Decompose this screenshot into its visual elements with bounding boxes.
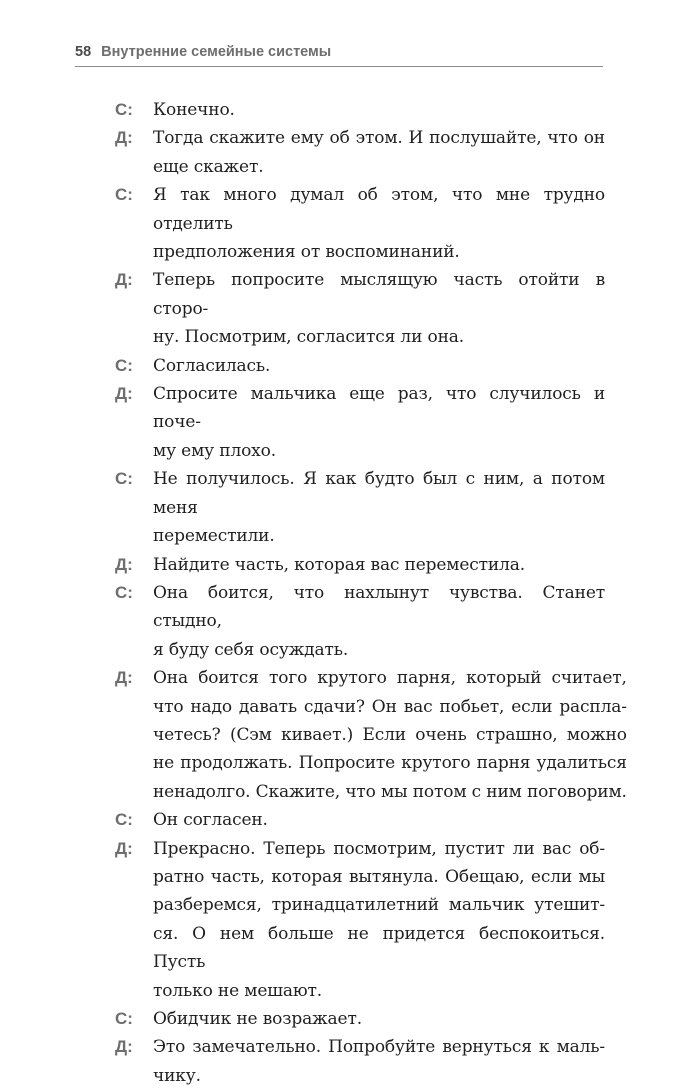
dialogue-entry	[115, 124, 605, 181]
speaker-label: С:	[115, 100, 133, 119]
speaker-label: Д:	[115, 1037, 133, 1057]
text-line: Конечно.	[153, 100, 235, 120]
speaker-label: С:	[115, 355, 133, 375]
speaker-label: Д:	[115, 384, 133, 404]
text-line: не продолжать. Попросите крутого парня удалиться	[153, 753, 627, 774]
text-line: чику.	[153, 1065, 201, 1086]
text-line: Тогда скажите ему об этом. И послушайте, что он	[153, 128, 605, 149]
page-number: 58	[75, 44, 92, 60]
dialogue-entry	[115, 181, 605, 266]
dialogue-body	[115, 96, 627, 1090]
text-line: Не получилось. Я как будто был с ним, а потом меня	[153, 469, 605, 518]
text-line: ратно часть, которая вытянула. Обещаю, если мы	[153, 866, 605, 887]
dialogue-entry	[115, 352, 605, 380]
text-line: предположения от воспоминаний.	[153, 242, 460, 263]
dialogue-entry	[115, 806, 605, 834]
dialogue-entry	[115, 380, 605, 465]
speaker-label: С:	[115, 1009, 133, 1028]
text-line: ненадолго. Скажите, что мы потом с ним поговорим.	[153, 781, 627, 802]
dialogue-entry	[115, 579, 605, 664]
utterance	[153, 352, 605, 380]
text-line: Спросите мальчика еще раз, что случилось и поче-	[153, 384, 605, 433]
dialogue-entry	[115, 96, 605, 124]
text-line: Она боится того крутого парня, который считает,	[153, 668, 627, 689]
text-line: разберемся, тринадцатилетний мальчик утешит-	[153, 895, 605, 916]
text-line: му ему плохо.	[153, 440, 276, 461]
speaker-label: Д:	[115, 270, 133, 290]
text-line: четесь? (Сэм кивает.) Если очень страшно, можно	[153, 724, 627, 745]
utterance	[153, 579, 605, 664]
text-line: Теперь попросите мыслящую часть отойти в сторо-	[153, 270, 605, 319]
speaker-label: Д:	[115, 838, 133, 858]
text-line: Найдите часть, которая вас переместила.	[153, 554, 525, 575]
text-line: Я так много думал об этом, что мне трудно отделить	[153, 185, 605, 234]
text-line: Она боится, что нахлынут чувства. Станет стыдно,	[153, 582, 605, 632]
utterance	[153, 1005, 605, 1033]
speaker-label: Д:	[115, 668, 133, 688]
speaker-label: С:	[115, 810, 133, 830]
utterance	[153, 380, 605, 465]
header-rule	[75, 66, 603, 67]
text-line: Прекрасно. Теперь посмотрим, пустит ли вас об-	[153, 838, 605, 859]
utterance	[153, 1033, 605, 1090]
speaker-label: С:	[115, 185, 133, 205]
text-line: только не мешают.	[153, 980, 323, 1001]
text-line: я буду себя осуждать.	[153, 639, 349, 660]
text-line: ну. Посмотрим, согласится ли она.	[153, 327, 465, 348]
text-line: ся. О нем больше не придется беспокоиться. Пусть	[153, 923, 605, 973]
running-header	[75, 44, 603, 72]
utterance	[153, 664, 627, 806]
text-line: что надо давать сдачи? Он вас побьет, если распла-	[153, 696, 627, 717]
speaker-label: Д:	[115, 128, 133, 148]
utterance	[153, 96, 605, 124]
text-line: Он согласен.	[153, 810, 268, 831]
text-line: Обидчик не возражает.	[153, 1009, 362, 1029]
speaker-label: С:	[115, 469, 133, 489]
dialogue-entry	[115, 465, 605, 550]
utterance	[153, 551, 605, 579]
dialogue-entry	[115, 1005, 605, 1033]
utterance	[153, 181, 605, 266]
text-line: еще скажет.	[153, 156, 264, 177]
text-line: Это замечательно. Попробуйте вернуться к маль-	[153, 1037, 605, 1058]
utterance	[153, 124, 605, 181]
dialogue-entry	[115, 1033, 605, 1090]
utterance	[153, 806, 605, 834]
dialogue-entry	[115, 664, 627, 806]
dialogue-entry	[115, 835, 605, 1005]
speaker-label: Д:	[115, 554, 133, 574]
running-title: Внутренние семейные системы	[101, 44, 332, 60]
utterance	[153, 266, 605, 351]
dialogue-entry	[115, 266, 605, 351]
text-line: переместили.	[153, 526, 275, 547]
speaker-label: С:	[115, 582, 133, 602]
text-line: Согласилась.	[153, 355, 271, 376]
dialogue-entry	[115, 551, 605, 579]
utterance	[153, 465, 605, 550]
utterance	[153, 835, 605, 1005]
